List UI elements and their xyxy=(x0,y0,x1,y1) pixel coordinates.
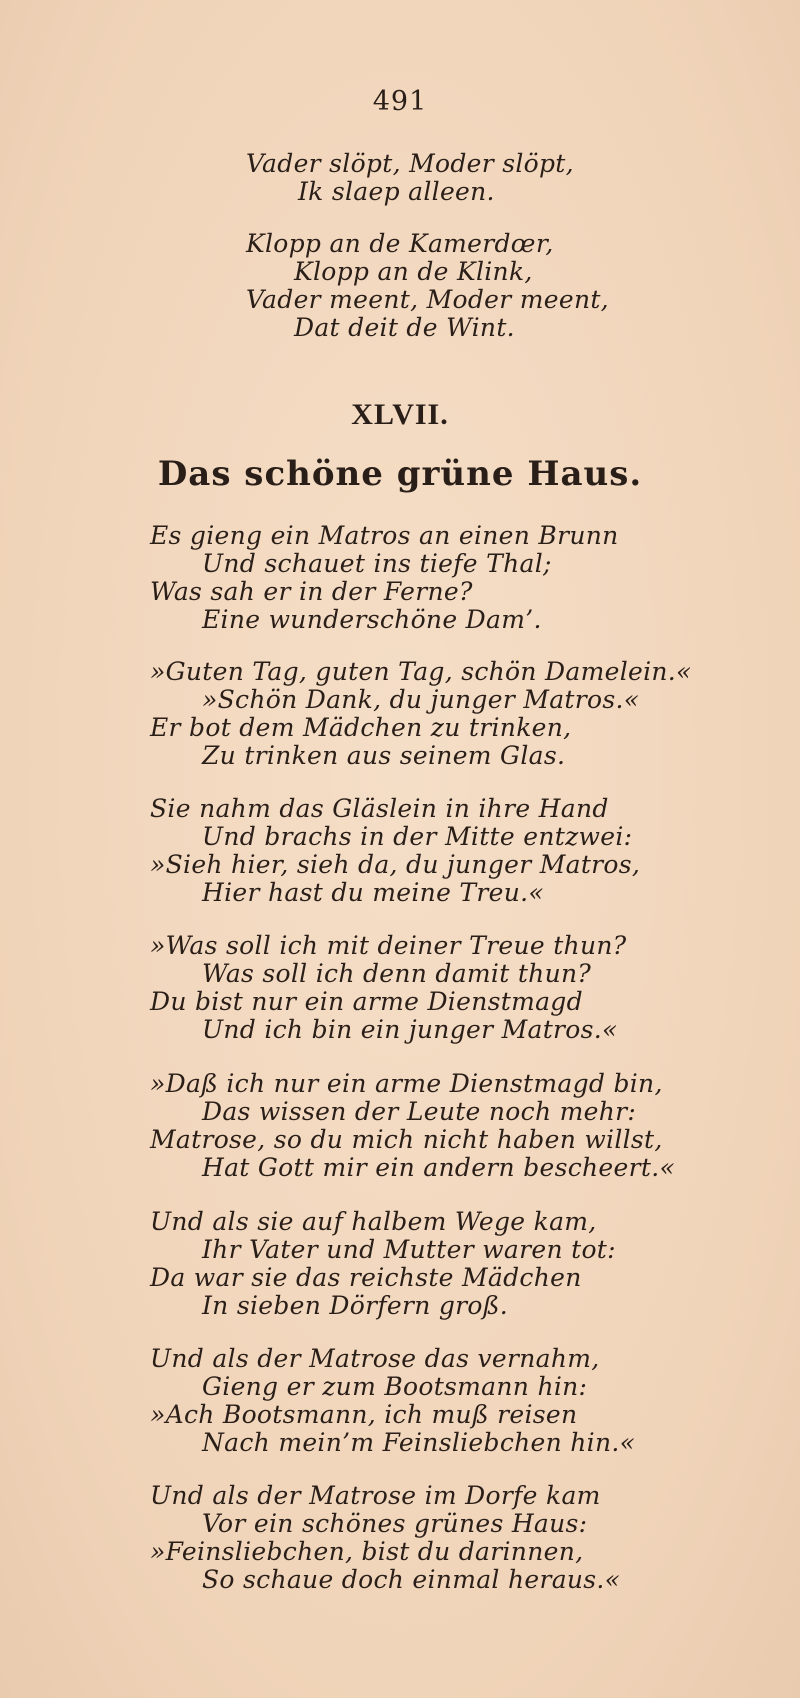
verse-line: Vader meent, Moder meent, xyxy=(246,285,609,314)
verse-line: »Ach Bootsmann, ich muß reisen xyxy=(150,1400,578,1429)
verse-line: Und als sie auf halbem Wege kam, xyxy=(150,1207,597,1236)
verse-line: Klopp an de Klink, xyxy=(294,257,533,286)
verse-line: Klopp an de Kamerdœr, xyxy=(246,229,554,258)
verse-line: Und brachs in der Mitte entzwei: xyxy=(202,822,633,851)
verse-line: Es gieng ein Matros an einen Brunn xyxy=(150,521,619,550)
verse-line: In sieben Dörfern groß. xyxy=(202,1291,509,1320)
verse-line: Und schauet ins tiefe Thal; xyxy=(202,549,552,578)
verse-line: »Feinsliebchen, bist du darinnen, xyxy=(150,1537,584,1566)
verse-line: Matrose, so du mich nicht haben willst, xyxy=(150,1125,663,1154)
verse-line: Ik slaep alleen. xyxy=(298,177,495,206)
poem-stanza xyxy=(150,658,692,770)
verse-line: Er bot dem Mädchen zu trinken, xyxy=(150,713,572,742)
verse-line: »Was soll ich mit deiner Treue thun? xyxy=(150,931,627,960)
verse-line: Und ich bin ein junger Matros.« xyxy=(202,1015,618,1044)
verse-line: Hier hast du meine Treu.« xyxy=(202,878,544,907)
poem-stanza xyxy=(150,1069,676,1182)
verse-line: »Daß ich nur ein arme Dienstmagd bin, xyxy=(150,1069,663,1098)
verse-line: Und als der Matrose das vernahm, xyxy=(150,1344,600,1373)
poem-title: Das schöne grüne Haus. xyxy=(157,454,643,494)
verse-line: Vader slöpt, Moder slöpt, xyxy=(246,149,574,178)
poem-stanza xyxy=(150,522,619,634)
verse-line: Was sah er in der Ferne? xyxy=(150,577,473,606)
verse-line: Was soll ich denn damit thun? xyxy=(202,959,592,988)
verse-line: »Schön Dank, du junger Matros.« xyxy=(202,685,640,714)
verse-line: So schaue doch einmal heraus.« xyxy=(202,1565,621,1594)
verse-line: Ihr Vater und Mutter waren tot: xyxy=(202,1235,616,1264)
verse-line: Gieng er zum Bootsmann hin: xyxy=(202,1372,588,1401)
verse-line: Eine wunderschöne Dam’. xyxy=(202,605,542,634)
poem-stanza xyxy=(150,1207,616,1320)
verse-line: Zu trinken aus seinem Glas. xyxy=(202,741,566,770)
section-number: XLVII. xyxy=(351,398,449,431)
page-number: 491 xyxy=(372,86,428,117)
verse-line: Und als der Matrose im Dorfe kam xyxy=(150,1481,601,1510)
intro-stanza xyxy=(246,230,609,342)
verse-line: Hat Gott mir ein andern bescheert.« xyxy=(202,1153,676,1182)
verse-line: Da war sie das reichste Mädchen xyxy=(150,1263,582,1292)
poem-stanza xyxy=(150,1344,636,1457)
intro-stanza xyxy=(246,150,574,206)
verse-line: Dat deit de Wint. xyxy=(294,313,515,342)
verse-line: »Guten Tag, guten Tag, schön Damelein.« xyxy=(150,657,692,686)
verse-line: Das wissen der Leute noch mehr: xyxy=(202,1097,637,1126)
verse-line: »Sieh hier, sieh da, du junger Matros, xyxy=(150,850,641,879)
verse-line: Vor ein schönes grünes Haus: xyxy=(202,1509,588,1538)
poem-stanza xyxy=(150,932,626,1044)
poem-stanza xyxy=(150,795,640,907)
verse-line: Sie nahm das Gläslein in ihre Hand xyxy=(150,794,609,823)
verse-line: Nach mein’m Feinsliebchen hin.« xyxy=(202,1428,636,1457)
verse-line: Du bist nur ein arme Dienstmagd xyxy=(150,987,583,1016)
poem-stanza xyxy=(150,1481,621,1594)
